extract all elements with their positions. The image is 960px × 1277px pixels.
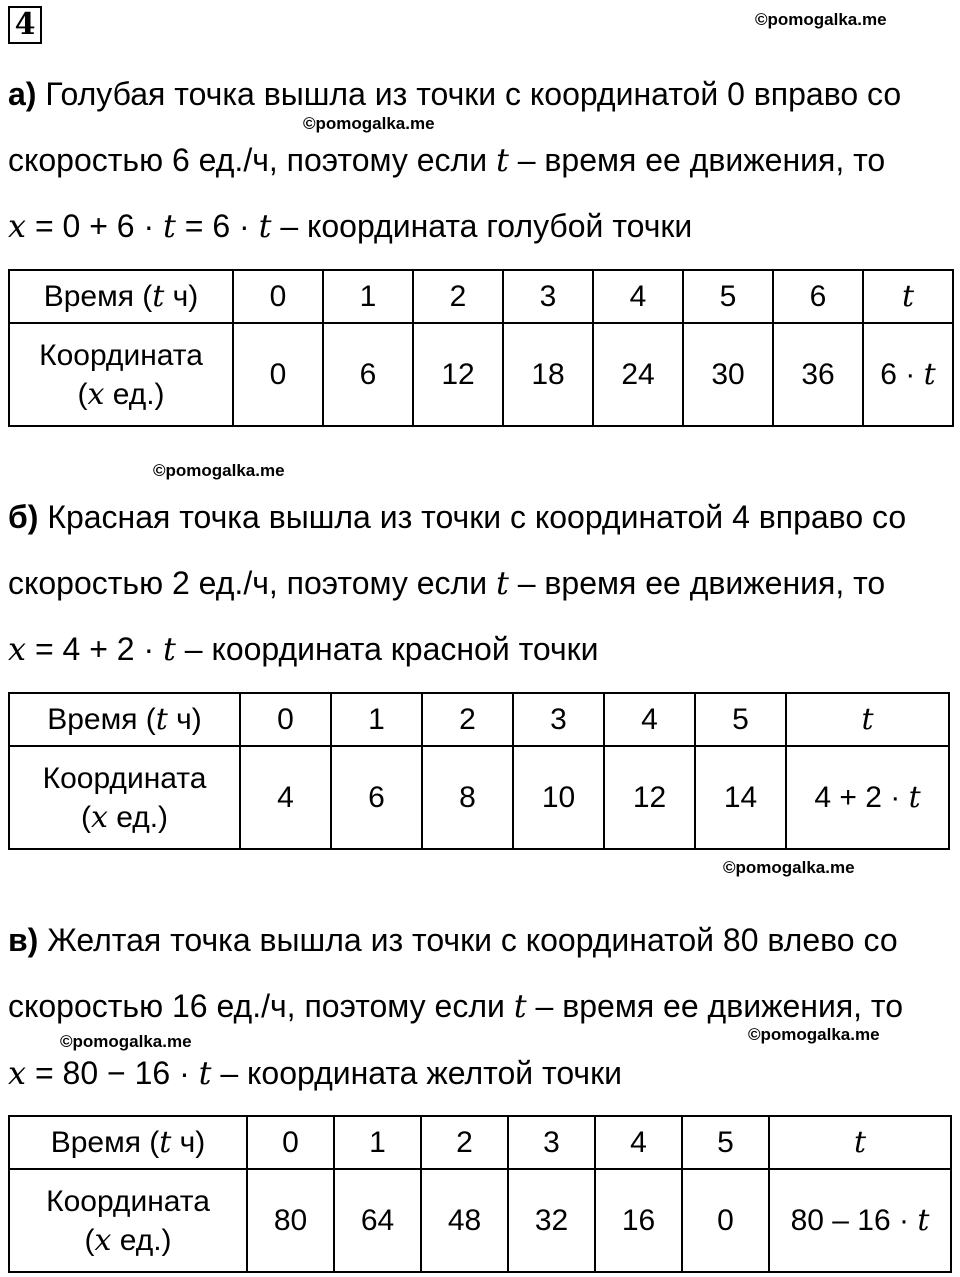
time-cell: 4 (604, 693, 695, 746)
time-cell: 2 (422, 693, 513, 746)
watermark: ©pomogalka.me (755, 10, 887, 29)
part-c-line-1: в) Желтая точка вышла из точки с координатой 80 влево со (8, 922, 898, 958)
time-cell: 0 (247, 1116, 334, 1169)
coord-cell: 10 (513, 746, 604, 849)
time-cell: 1 (331, 693, 422, 746)
task-number-box: 4 (8, 6, 42, 44)
part-b-line-2: скоростью 2 ед./ч, поэтому если t – время ее движения, то (8, 564, 886, 602)
time-cell: 6 (773, 270, 863, 323)
time-label: Время (t ч) (9, 1116, 247, 1169)
coord-cell: 16 (595, 1169, 682, 1272)
time-cell: 0 (240, 693, 331, 746)
coord-cell: 80 (247, 1169, 334, 1272)
table-c (8, 1115, 952, 1273)
time-cell-general: t (786, 693, 949, 746)
table-row-time (9, 693, 949, 746)
watermark: ©pomogalka.me (303, 114, 435, 133)
time-cell: 5 (683, 270, 773, 323)
table-row-coord (9, 746, 949, 849)
coord-cell: 18 (503, 323, 593, 426)
part-c-line-2: скоростью 16 ед./ч, поэтому если t – время ее движения, то (8, 987, 904, 1025)
time-cell: 5 (682, 1116, 769, 1169)
time-cell: 1 (323, 270, 413, 323)
part-b-formula: x = 4 + 2 · t – координата красной точки (8, 630, 599, 668)
table-row-coord (9, 323, 953, 426)
time-cell: 4 (593, 270, 683, 323)
table-row-time (9, 270, 953, 323)
coord-cell: 32 (508, 1169, 595, 1272)
table-b (8, 692, 950, 850)
time-cell: 1 (334, 1116, 421, 1169)
watermark: ©pomogalka.me (153, 461, 285, 480)
time-cell-general: t (863, 270, 953, 323)
coord-cell: 30 (683, 323, 773, 426)
coord-cell: 6 (331, 746, 422, 849)
table-row-coord (9, 1169, 951, 1272)
time-cell: 2 (421, 1116, 508, 1169)
coord-cell: 0 (233, 323, 323, 426)
part-b-line-1: б) Красная точка вышла из точки с координатой 4 вправо со (8, 499, 907, 535)
coord-cell: 12 (413, 323, 503, 426)
table-row-time (9, 1116, 951, 1169)
coord-cell: 48 (421, 1169, 508, 1272)
time-cell: 3 (508, 1116, 595, 1169)
watermark: ©pomogalka.me (60, 1032, 192, 1051)
table-a (8, 269, 954, 427)
coord-cell: 4 (240, 746, 331, 849)
coord-cell: 12 (604, 746, 695, 849)
time-cell: 4 (595, 1116, 682, 1169)
time-cell: 2 (413, 270, 503, 323)
time-cell: 3 (513, 693, 604, 746)
part-a-line-1: а) Голубая точка вышла из точки с координатой 0 вправо со (8, 76, 902, 112)
coord-cell: 14 (695, 746, 786, 849)
coord-cell: 36 (773, 323, 863, 426)
coord-cell-general: 80 – 16 · t (769, 1169, 951, 1272)
coord-label: Координата (x ед.) (9, 746, 240, 849)
coord-cell: 24 (593, 323, 683, 426)
time-label: Время (t ч) (9, 270, 233, 323)
time-cell-general: t (769, 1116, 951, 1169)
watermark: ©pomogalka.me (748, 1025, 880, 1044)
coord-cell: 6 (323, 323, 413, 426)
part-a-formula: x = 0 + 6 · t = 6 · t – координата голубой точки (8, 207, 693, 245)
watermark: ©pomogalka.me (723, 858, 855, 877)
coord-cell: 8 (422, 746, 513, 849)
time-cell: 5 (695, 693, 786, 746)
part-a-line-2: скоростью 6 ед./ч, поэтому если t – время ее движения, то (8, 141, 886, 179)
coord-cell: 0 (682, 1169, 769, 1272)
time-cell: 0 (233, 270, 323, 323)
coord-label: Координата (x ед.) (9, 1169, 247, 1272)
coord-cell-general: 4 + 2 · t (786, 746, 949, 849)
coord-cell: 64 (334, 1169, 421, 1272)
coord-cell-general: 6 · t (863, 323, 953, 426)
time-label: Время (t ч) (9, 693, 240, 746)
coord-label: Координата (x ед.) (9, 323, 233, 426)
part-c-formula: x = 80 − 16 · t – координата желтой точки (8, 1054, 622, 1092)
time-cell: 3 (503, 270, 593, 323)
